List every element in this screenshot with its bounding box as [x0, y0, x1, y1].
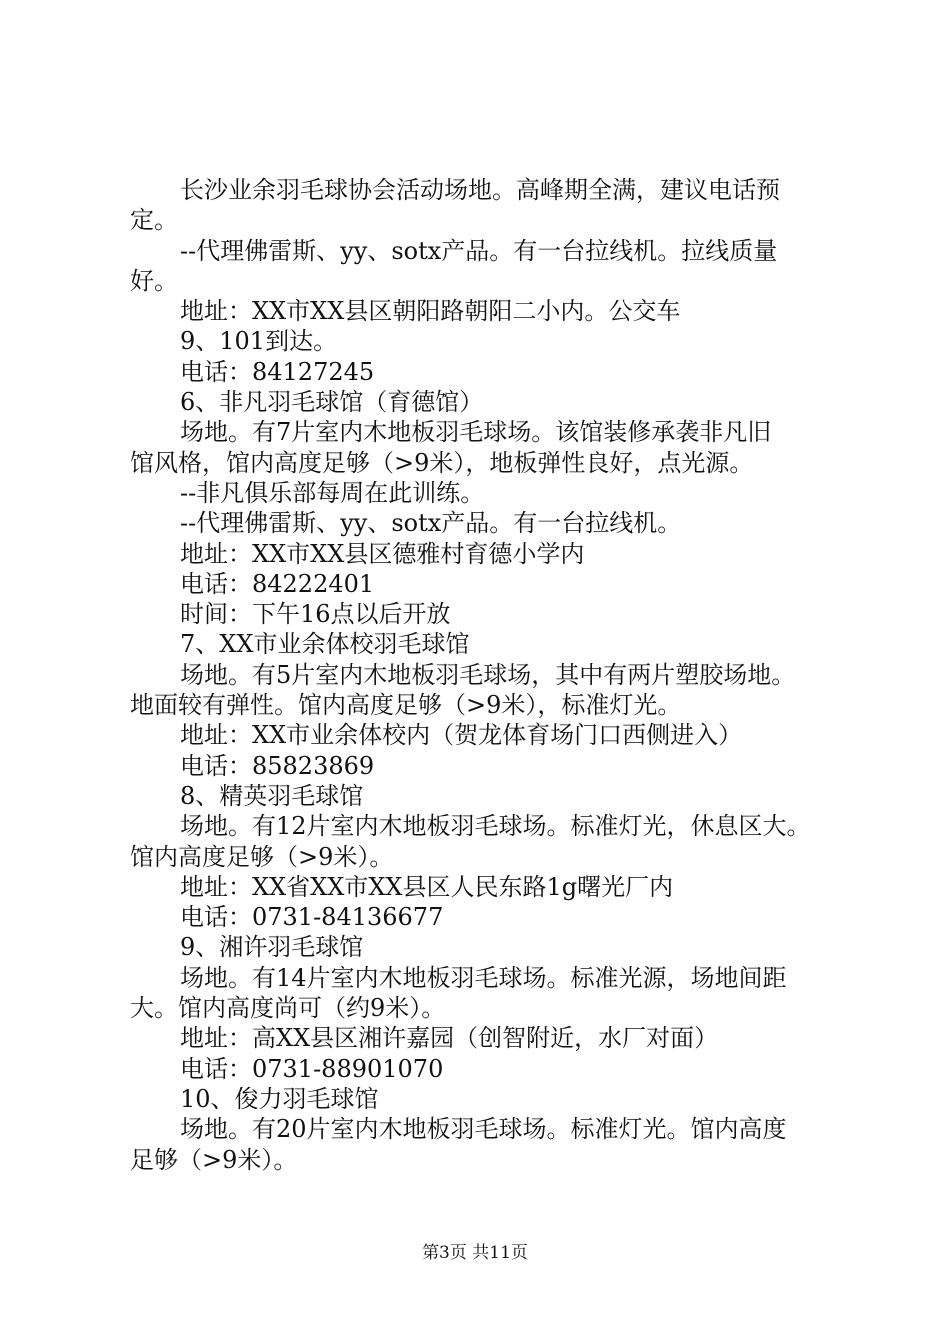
text-line: --非凡俱乐部每周在此训练。 — [180, 478, 485, 507]
text-line: 好。 — [130, 266, 178, 295]
text-line: 地面较有弹性。馆内高度足够（>9米），标准灯光。 — [130, 691, 682, 720]
text-line: 地址：XX省XX市XX县区人民东路1g曙光厂内 — [180, 872, 674, 901]
text-line: 电话：84127245 — [180, 357, 375, 386]
text-line: 电话：85823869 — [180, 751, 375, 780]
section-heading: 8、精英羽毛球馆 — [180, 781, 364, 810]
text-line: 场地。有7片室内木地板羽毛球场。该馆装修承袭非凡旧 — [180, 418, 772, 447]
text-line: --代理佛雷斯、yy、sotx产品。有一台拉线机。拉线质量 — [180, 236, 778, 265]
text-line: --代理佛雷斯、yy、sotx产品。有一台拉线机。 — [180, 509, 682, 538]
text-line: 电话：0731-88901070 — [180, 1054, 444, 1083]
text-line: 地址：XX市XX县区德雅村育德小学内 — [180, 539, 585, 568]
text-line: 长沙业余羽毛球协会活动场地。高峰期全满，建议电话预 — [180, 176, 780, 204]
text-line: 9、101到达。 — [180, 327, 338, 356]
text-line: 电话：0731-84136677 — [180, 903, 444, 932]
text-line: 馆内高度足够（>9米）。 — [130, 842, 394, 871]
text-line: 馆风格，馆内高度足够（>9米），地板弹性良好，点光源。 — [130, 448, 754, 477]
section-heading: 7、XX市业余体校羽毛球馆 — [180, 630, 470, 659]
text-line: 定。 — [130, 206, 178, 235]
text-line: 足够（>9米）。 — [130, 1145, 298, 1174]
text-line: 场地。有12片室内木地板羽毛球场。标准灯光，休息区大。 — [180, 812, 811, 841]
text-line: 大。馆内高度尚可（约9米）。 — [130, 994, 446, 1023]
text-line: 电话：84222401 — [180, 569, 375, 598]
text-line: 地址：XX市XX县区朝阳路朝阳二小内。公交车 — [180, 297, 681, 326]
section-heading: 9、湘许羽毛球馆 — [180, 933, 364, 962]
text-line: 地址：XX市业余体校内（贺龙体育场门口西侧进入） — [180, 721, 743, 750]
text-line: 场地。有20片室内木地板羽毛球场。标准灯光。馆内高度 — [180, 1115, 787, 1144]
text-line: 时间：下午16点以后开放 — [180, 600, 451, 629]
section-heading: 10、俊力羽毛球馆 — [180, 1084, 379, 1113]
text-line: 场地。有5片室内木地板羽毛球场，其中有两片塑胶场地。 — [180, 660, 796, 689]
text-line: 地址：高XX县区湘许嘉园（创智附近，水厂对面） — [180, 1024, 719, 1053]
text-line: 场地。有14片室内木地板羽毛球场。标准光源，场地间距 — [180, 963, 787, 992]
section-heading: 6、非凡羽毛球馆（育德馆） — [180, 388, 484, 417]
page-footer: 第3页 共11页 — [422, 1243, 528, 1263]
document-body — [130, 175, 850, 1175]
